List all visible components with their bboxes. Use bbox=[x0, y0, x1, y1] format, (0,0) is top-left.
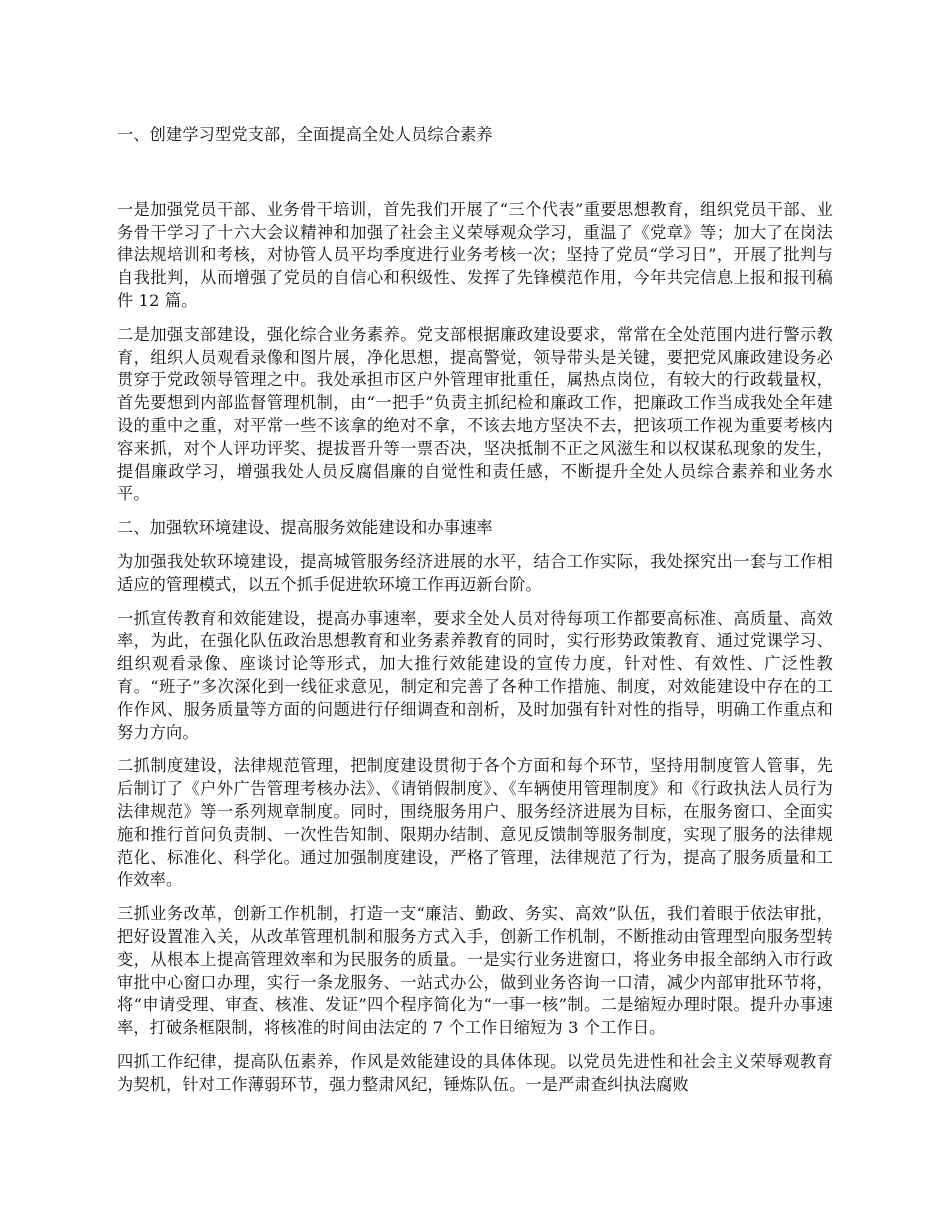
paragraph-4: 一抓宣传教育和效能建设，提高办事速率，要求全处人员对待每项工作都要高标准、高质量、高效率，为此，在强化队伍政治思想教育和业务素养教育的同时，实行形势政策教育、通过党课学习、组织观看录像、座谈讨论等形式，加大推行效能建设的宣传力度，针对性、有效性、广泛性教育。“班子”多次深化到一线征求意见，制定和完善了各种工作措施、制度，对效能建设中存在的工作作风、服务质量等方面的问题进行仔细调查和剖析，及时加强有针对性的指导，明确工作重点和努力方向。 bbox=[117, 608, 833, 742]
paragraph-3: 为加强我处软环境建设，提高城管服务经济进展的水平，结合工作实际，我处探究出一套与工作相适应的管理模式，以五个抓手促进软环境工作再迈新台阶。 bbox=[117, 551, 833, 594]
paragraph-1: 一是加强党员干部、业务骨干培训，首先我们开展了“三个代表”重要思想教育，组织党员干部、业务骨干学习了十六大会议精神和加强了社会主义荣辱观众学习，重温了《党章》等；加大了在岗法律法规培训和考核，对协管人员平均季度进行业务考核一次；坚持了党员“学习日”，开展了批判与自我批判，从而增强了党员的自信心和积级性、发挥了先锋模范作用，今年共完信息上报和报刊稿件 12 篇。 bbox=[117, 199, 833, 310]
section-heading-2: 二、加强软环境建设、提高服务效能建设和办事速率 bbox=[117, 518, 493, 538]
paragraph-6: 三抓业务改革，创新工作机制，打造一支“廉洁、勤政、务实、高效”队伍，我们着眼于依法审批，把好设置准入关，从改革管理机制和服务方式入手，创新工作机制，不断推动由管理型向服务型转变，从根本上提高管理效率和为民服务的质量。一是实行业务进窗口，将业务申报全部纳入市行政审批中心窗口办理，实行一条龙服务、一站式办公，做到业务咨询一口清，减少内部审批环节将，将“申请受理、审查、核准、发证”四个程序简化为“一事一核”制。二是缩短办理时限。提升办事速率，打破条框限制，将核准的时间由法定的 7 个工作日缩短为 3 个工作日。 bbox=[117, 904, 833, 1038]
paragraph-7: 四抓工作纪律，提高队伍素养，作风是效能建设的具体体现。以党员先进性和社会主义荣辱观教育为契机，针对工作薄弱环节，强力整肃风纪，锤炼队伍。一是严肃查纠执法腐败 bbox=[117, 1051, 833, 1094]
section-heading-1: 一、创建学习型党支部，全面提高全处人员综合素养 bbox=[117, 125, 493, 144]
paragraph-5: 二抓制度建设，法律规范管理，把制度建设贯彻于各个方面和每个环节，坚持用制度管人管事，先后制订了《户外广告管理考核办法》、《请销假制度》、《车辆使用管理制度》和《行政执法人员行为法律规范》等一系列规章制度。同时，围绕服务用户、服务经济进展为目标，在服务窗口、全面实施和推行首问负责制、一次性告知制、限期办结制、意见反馈制等服务制度，实现了服务的法律规范化、标准化、科学化。通过加强制度建设，严格了管理，法律规范了行为，提高了服务质量和工作效率。 bbox=[117, 756, 833, 890]
paragraph-2: 二是加强支部建设，强化综合业务素养。党支部根据廉政建设要求，常常在全处范围内进行警示教育，组织人员观看录像和图片展，净化思想，提高警觉，领导带头是关键，要把党风廉政建设务必贯穿于党政领导管理之中。我处承担市区户外管理审批重任，属热点岗位，有较大的行政载量权，首先要想到内部监督管理机制，由“一把手”负责主抓纪检和廉政工作，把廉政工作当成我处全年建设的重中之重，对平常一些不该拿的绝对不拿，不该去地方坚决不去，把该项工作视为重要考核内容来抓，对个人评功评奖、提拔晋升等一票否决，坚决抵制不正之风滋生和以权谋私现象的发生，提倡廉政学习，增强我处人员反腐倡廉的自觉性和责任感，不断提升全处人员综合素养和业务水平。 bbox=[117, 324, 833, 504]
document-body bbox=[117, 124, 833, 1107]
